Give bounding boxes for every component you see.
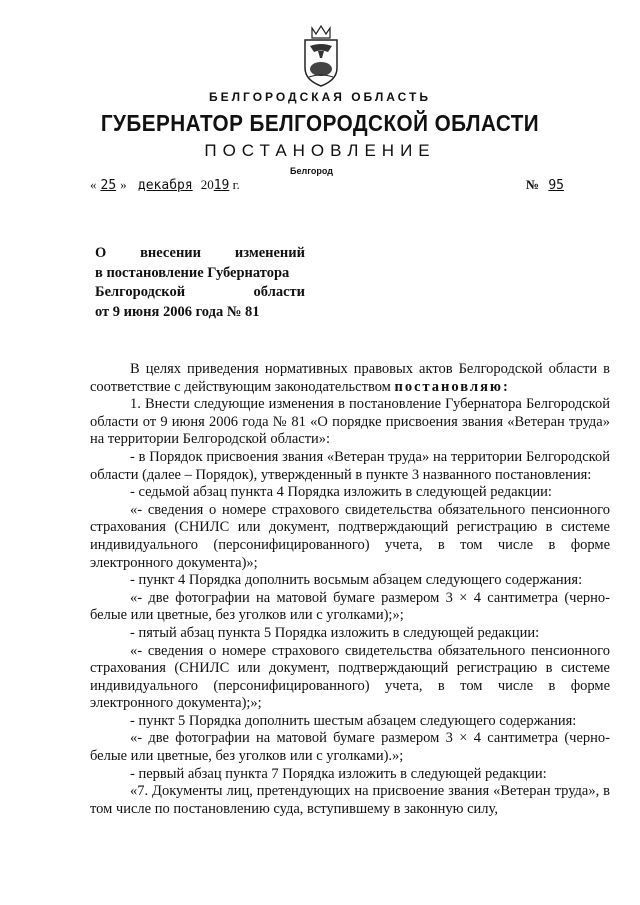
paragraph-preamble <box>90 361 610 396</box>
coat-of-arms-emblem <box>300 20 342 88</box>
document-body <box>90 361 610 818</box>
paragraph-amend-4-7: - седьмой абзац пункта 4 Порядка изложить в следующей редакции: <box>130 484 552 501</box>
date-year-suffix: 19 <box>213 178 230 193</box>
preamble-text: В целях приведения нормативных правовых актов Белгородской области в соответствие с действующим законодательством <box>90 361 610 395</box>
number-value: 95 <box>548 178 564 193</box>
title-line-4: от 9 июня 2006 года № 81 <box>95 303 260 320</box>
title-line-1: О внесении изменений <box>95 245 305 261</box>
paragraph-amend-5-5: - пятый абзац пункта 5 Порядка изложить в следующей редакции: <box>130 624 540 641</box>
city-label: Белгород <box>290 166 333 176</box>
date-day: 25 <box>100 178 117 193</box>
title-line-2: в постановление Губернатора <box>95 264 290 281</box>
paragraph-item-7: «7. Документы лиц, претендующих на присвоение звания «Ветеран труда», в том числе по постановлению суда, вступившему в законную силу, <box>90 783 610 817</box>
paragraph-photos-1: «- две фотографии на матовой бумаге размером 3 × 4 сантиметра (черно-белые или цветные, без уголков или с уголками);»; <box>90 589 610 624</box>
date-month: декабря <box>137 178 193 193</box>
document-title <box>95 244 305 322</box>
region-heading: БЕЛГОРОДСКАЯ ОБЛАСТЬ <box>209 90 431 104</box>
paragraph-item-1: 1. Внести следующие изменения в постановление Губернатора Белгородской области от 9 июня 2006 года № 81 «О порядке присвоения звания «Ветеран труда» на территории Белгородской области»: <box>90 396 610 448</box>
paragraph-amend-5-6: - пункт 5 Порядка дополнить шестым абзацем следующего содержания: <box>130 712 577 729</box>
resolve-word: постановляю: <box>394 378 510 395</box>
paragraph-snils-1: «- сведения о номере страхового свидетельства обязательного пенсионного страхования (СНИЛС или документ, подтверждающий регистрацию в системе индивидуального (персонифицированного) учета, в том числе в форме электронного документа)»; <box>90 501 610 571</box>
number-label: № <box>526 177 540 192</box>
paragraph-procedure: - в Порядок присвоения звания «Ветеран труда» на территории Белгородской области (далее – Порядок), утвержденный в пункте 3 названного постановления: <box>90 448 610 483</box>
date-open-quote: « <box>90 177 97 192</box>
paragraph-amend-4-8: - пункт 4 Порядка дополнить восьмым абзацем следующего содержания: <box>130 572 583 589</box>
paragraph-snils-2: «- сведения о номере страхового свидетельства обязательного пенсионного страхования (СНИЛС или документ, подтверждающий регистрацию в системе индивидуального (персонифицированного) учета, в том числе в форме электронного документа);»; <box>90 642 610 712</box>
document-date <box>90 177 240 193</box>
date-close-quote: » <box>120 177 127 192</box>
authority-heading: ГУБЕРНАТОР БЕЛГОРОДСКОЙ ОБЛАСТИ <box>100 110 540 136</box>
document-type-heading: ПОСТАНОВЛЕНИЕ <box>204 141 436 160</box>
date-year-prefix: 20 <box>200 177 214 192</box>
title-line-3: Белгородской области <box>95 284 305 300</box>
document-number <box>526 177 570 193</box>
date-year-unit: г. <box>232 177 240 192</box>
paragraph-amend-7-1: - первый абзац пункта 7 Порядка изложить в следующей редакции: <box>130 765 547 782</box>
paragraph-photos-2: «- две фотографии на матовой бумаге размером 3 × 4 сантиметра (черно-белые или цветные, без уголков или с уголками).»; <box>90 730 610 765</box>
